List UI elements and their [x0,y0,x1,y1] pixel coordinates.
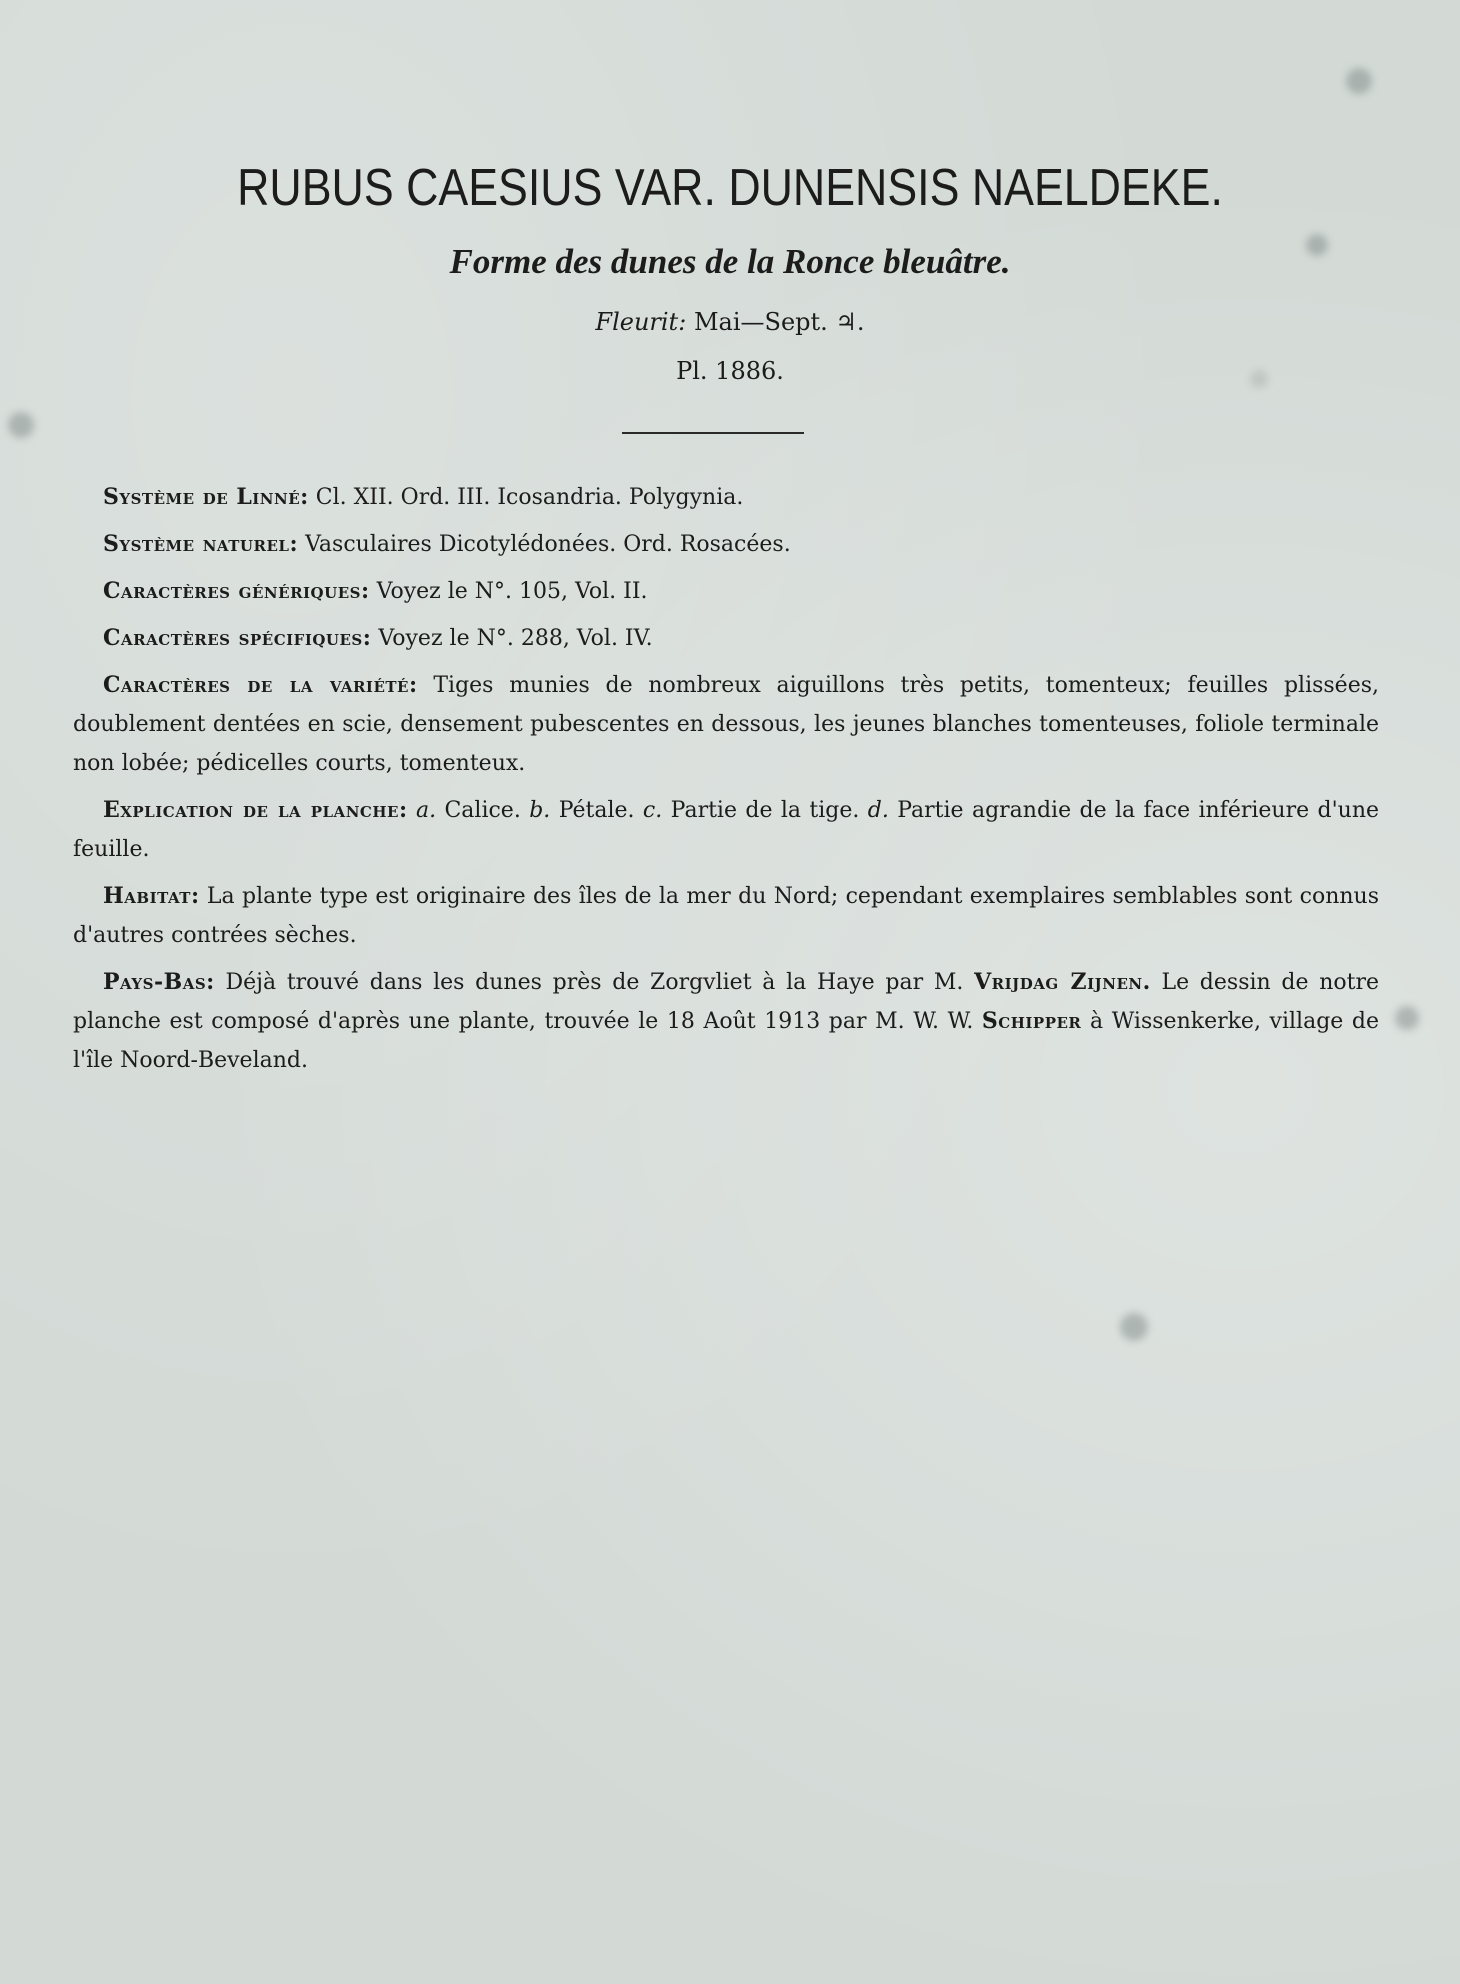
section-label: Habitat: [103,883,200,909]
plate-explanation [73,791,1379,869]
section-text: La plante type est originaire des îles de la mer du Nord; cependant exemplaires semblables sont connus d'autres contrées sèches. [73,884,1379,948]
collector-name: Vrijdag Zijnen. [974,969,1151,995]
section-label: Système naturel: [103,531,299,557]
section-text: Déjà trouvé dans les dunes près de Zorgvliet à la Haye par M. [225,970,964,995]
habitat [73,877,1379,955]
netherlands-locality [73,963,1379,1080]
flowering-value: Mai—Sept. ♃. [693,308,865,336]
section-label: Caractères spécifiques: [103,625,372,651]
section-text: Voyez le N°. 105, Vol. II. [376,579,648,604]
section-text: Vasculaires Dicotylédonées. Ord. Rosacées. [305,532,791,557]
section-text: Voyez le N°. 288, Vol. IV. [378,626,653,651]
section-label: Système de Linné: [103,484,309,510]
section-label: Pays-Bas: [103,969,215,995]
section-text: à Wissenkerke, village de l'île Noord-Beveland. [73,1009,1379,1073]
section-label: Caractères génériques: [103,578,370,604]
collector-name: Schipper [981,1008,1082,1034]
linne-system [73,478,1379,517]
document-body [73,478,1379,1088]
figure-letter: d. [867,798,889,823]
plant-title: RUBUS CAESIUS VAR. DUNENSIS NAELDEKE. [237,159,1223,217]
section-label: Explication de la planche: [103,797,408,823]
figure-caption: Calice. [444,798,521,823]
section-text: Cl. XII. Ord. III. Icosandria. Polygynia. [315,485,744,510]
generic-characters [73,572,1379,611]
paper-spot [1120,1313,1148,1341]
figure-letter: c. [642,798,663,823]
figure-letter: a. [415,798,437,823]
section-text: Le dessin de notre planche est composé d'après une plante, trouvée le 18 Août 1913 par M. W. W. [73,970,1380,1034]
paper-spot [8,412,34,438]
divider-rule [622,432,804,434]
specific-characters [73,619,1379,658]
section-text: Tiges munies de nombreux aiguillons très petits, tomenteux; feuilles plissées, doublement dentées en scie, densement pubescentes en dessous, les jeunes blanches tomenteuses, foliole terminale non lobée; pédicelles courts, tomenteux. [73,673,1380,776]
flowering-period [0,308,1460,336]
paper-spot [1346,68,1372,94]
figure-caption: Partie agrandie de la face inférieure d'une feuille. [73,798,1380,862]
flowering-label: Fleurit: [595,308,687,336]
variety-characters [73,666,1379,783]
figure-caption: Partie de la tige. [670,798,860,823]
paper-spot [1395,1006,1419,1030]
figure-letter: b. [529,798,551,823]
section-label: Caractères de la variété: [103,672,418,698]
plate-number: Pl. 1886. [676,357,784,385]
natural-system [73,525,1379,564]
plant-subtitle: Forme des dunes de la Ronce bleuâtre. [449,242,1011,281]
figure-caption: Pétale. [558,798,635,823]
